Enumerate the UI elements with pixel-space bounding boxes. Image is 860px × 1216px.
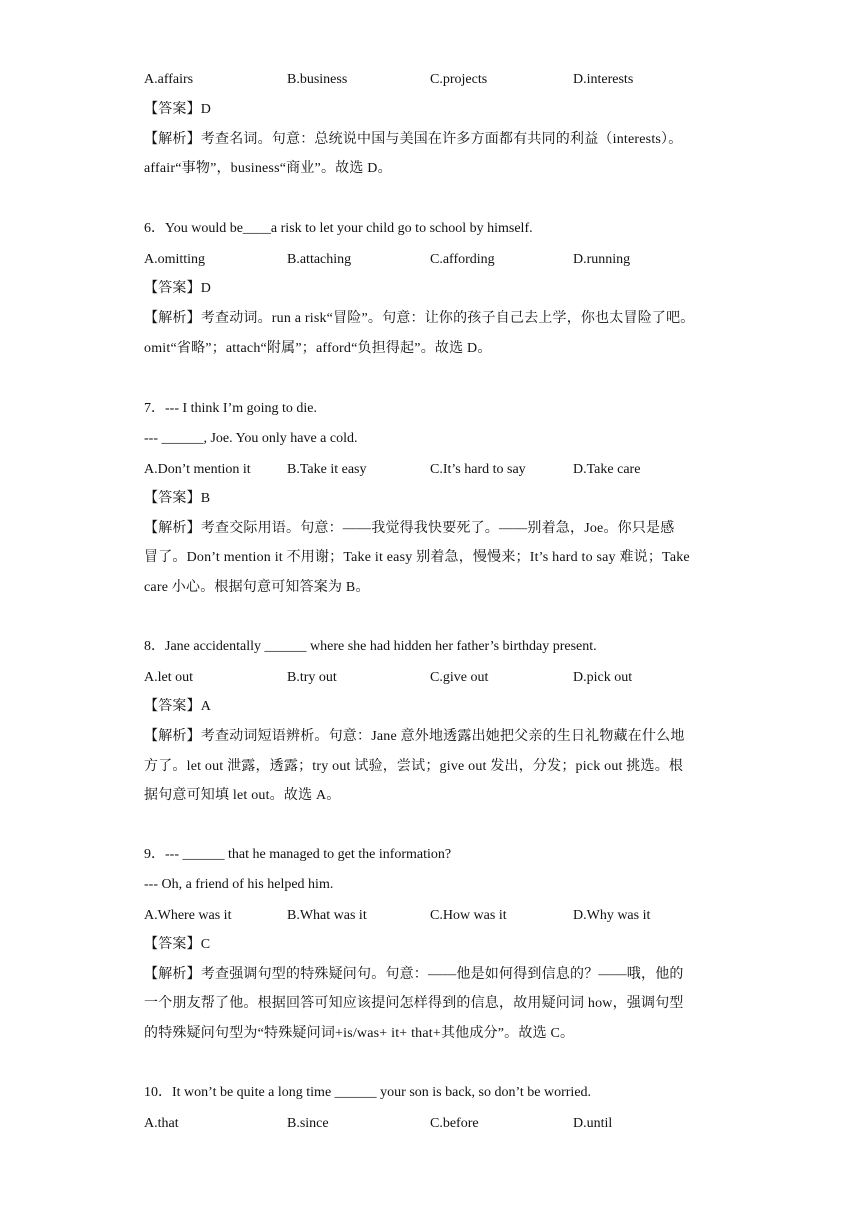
q6-option-d: D.running (573, 252, 631, 267)
q5-analysis-line-1: 【解析】考查名词。句意：总统说中国与美国在许多方面都有共同的利益（interests）。 (144, 132, 683, 147)
q10-option-c: C.before (430, 1116, 479, 1131)
q6-analysis-line-2: omit“省略”；attach“附属”；afford“负担得起”。故选 D。 (144, 341, 492, 356)
q8-option-a: A.let out (144, 670, 193, 685)
q9-stem-line-2: --- Oh, a friend of his helped him. (144, 877, 334, 892)
q9-stem-line-1: 9．--- ______ that he managed to get the information? (144, 847, 452, 862)
q9-option-a: A.Where was it (144, 908, 232, 923)
q7-option-a: A.Don’t mention it (144, 462, 251, 477)
q7-option-d: D.Take care (573, 462, 641, 477)
q5-analysis-line-2: affair“事物”，business“商业”。故选 D。 (144, 161, 392, 176)
q6-option-b: B.attaching (287, 252, 352, 267)
q10-option-b: B.since (287, 1116, 329, 1131)
q5-answer: 【答案】D (144, 102, 212, 117)
q9-option-d: D.Why was it (573, 908, 651, 923)
q7-options (144, 460, 744, 480)
q8-answer: 【答案】A (144, 699, 212, 714)
q8-analysis-line-3: 据句意可知填 let out。故选 A。 (144, 788, 341, 803)
q10-option-a: A.that (144, 1116, 179, 1131)
q6-answer: 【答案】D (144, 281, 212, 296)
q8-analysis-line-2: 方了。let out 泄露，透露；try out 试验，尝试；give out 发出，分发；pick out 挑选。根 (144, 759, 684, 774)
q10-stem: 10．It won’t be quite a long time ______ your son is back, so don’t be worried. (144, 1085, 592, 1100)
q10-option-d: D.until (573, 1116, 613, 1131)
q5-option-a: A.affairs (144, 72, 194, 87)
q8-analysis-line-1: 【解析】考查动词短语辨析。句意：Jane 意外地透露出她把父亲的生日礼物藏在什么地 (144, 729, 685, 744)
q9-analysis-line-2: 一个朋友帮了他。根据回答可知应该提问怎样得到的信息，故用疑问词 how，强调句型 (144, 996, 684, 1011)
q8-stem: 8．Jane accidentally ______ where she had hidden her father’s birthday present. (144, 639, 597, 654)
q9-analysis-line-3: 的特殊疑问句型为“特殊疑问词+is/was+ it+ that+其他成分”。故选 C。 (144, 1026, 575, 1041)
q9-option-c: C.How was it (430, 908, 507, 923)
q7-answer: 【答案】B (144, 491, 211, 506)
q6-option-c: C.affording (430, 252, 495, 267)
q7-option-c: C.It’s hard to say (430, 462, 526, 477)
q7-stem-line-1: 7．--- I think I’m going to die. (144, 401, 318, 416)
q8-option-b: B.try out (287, 670, 337, 685)
q7-option-b: B.Take it easy (287, 462, 367, 477)
q9-analysis-line-1: 【解析】考查强调句型的特殊疑问句。句意：——他是如何得到信息的？——哦，他的 (144, 967, 684, 982)
q6-stem: 6．You would be____a risk to let your child go to school by himself. (144, 221, 533, 236)
q7-analysis-line-2: 冒了。Don’t mention it 不用谢；Take it easy 别着急，慢慢来；It’s hard to say 难说；Take (144, 550, 690, 565)
q10-options (144, 1114, 744, 1134)
q9-options (144, 906, 744, 926)
q6-options (144, 250, 744, 270)
q7-stem-line-2: --- ______, Joe. You only have a cold. (144, 431, 358, 446)
q8-option-c: C.give out (430, 670, 489, 685)
q5-option-d: D.interests (573, 72, 634, 87)
q6-analysis-line-1: 【解析】考查动词。run a risk“冒险”。句意：让你的孩子自己去上学，你也太冒险了吧。 (144, 311, 695, 326)
q7-analysis-line-1: 【解析】考查交际用语。句意：——我觉得我快要死了。——别着急，Joe。你只是感 (144, 521, 675, 536)
q9-answer: 【答案】C (144, 937, 211, 952)
q8-options (144, 668, 744, 688)
q8-option-d: D.pick out (573, 670, 633, 685)
q7-analysis-line-3: care 小心。根据句意可知答案为 B。 (144, 580, 370, 595)
q6-option-a: A.omitting (144, 252, 206, 267)
q5-options (144, 70, 744, 90)
q5-option-b: B.business (287, 72, 348, 87)
q9-option-b: B.What was it (287, 908, 367, 923)
q5-option-c: C.projects (430, 72, 488, 87)
